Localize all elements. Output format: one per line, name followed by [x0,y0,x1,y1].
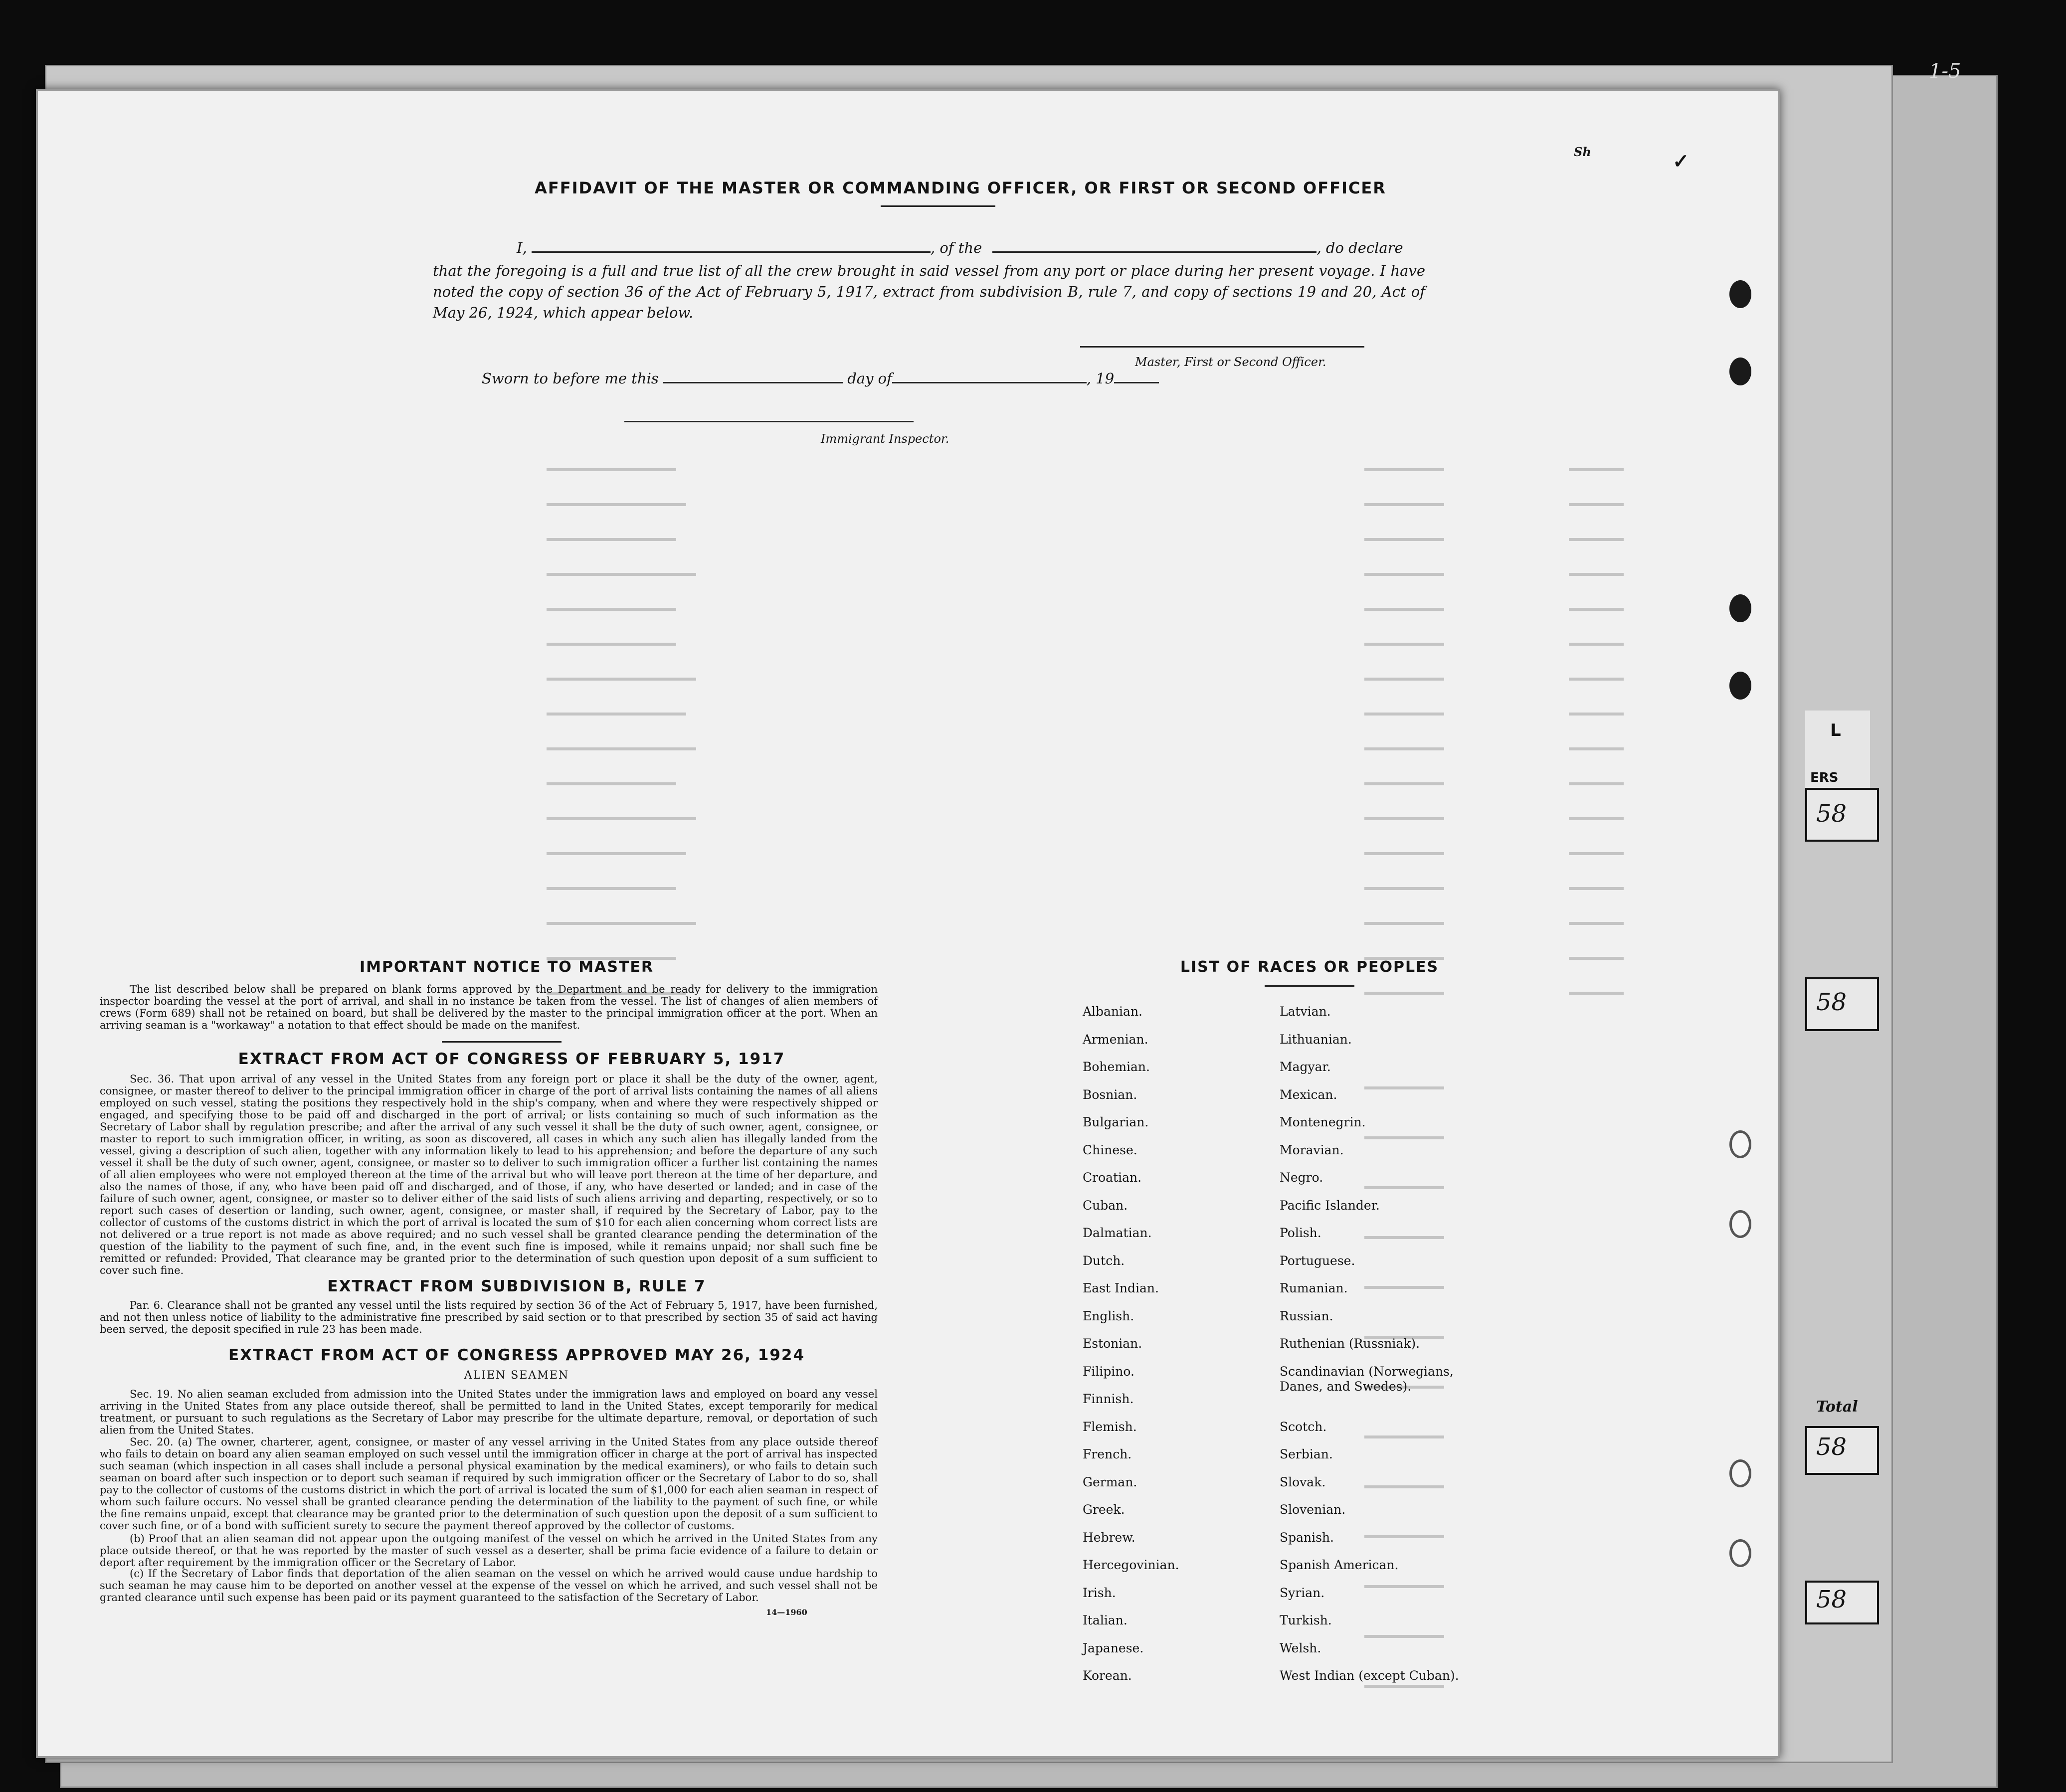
race-item: Armenian. [1083,1032,1148,1047]
race-item: Mexican. [1280,1087,1337,1102]
race-item: Moravian. [1280,1142,1344,1157]
check-mark: ✓ [1673,150,1690,173]
race-item: Dalmatian. [1083,1226,1152,1240]
name-blank[interactable] [532,251,931,253]
race-item: Slovak. [1280,1474,1326,1489]
race-item: Pacific Islander. [1280,1198,1380,1213]
margin-tally-box [1805,788,1879,842]
sec20c-body: (c) If the Secretary of Labor finds that deportation of the alien seaman on the vessel on which he arrived would cause undue hardship to such seaman he may cause him to be deported on another vessel at the expense of the vessel on which he arrived, and such vessel shall not be granted clearance until such expense has been paid or its payment guaranteed to the satisfaction of the Secretary of Labor. [100,1568,878,1604]
race-item: Spanish American. [1280,1558,1399,1572]
race-item: Lithuanian. [1280,1032,1352,1047]
races-title: LIST OF RACES OR PEOPLES [1180,958,1439,976]
race-item: Finnish. [1083,1392,1134,1406]
race-item: Spanish. [1280,1530,1334,1545]
race-item: Turkish. [1280,1613,1332,1627]
race-item: Japanese. [1083,1640,1144,1655]
handwritten-total: 58 [1816,1586,1847,1613]
extract-1917-body: Sec. 36. That upon arrival of any vessel in the United States from any foreign port or place it shall be the duty of the owner, agent, consignee, or master thereof to deliver to the principal immigration officer in charge of the port of arrival lists containing the names of all aliens employed on such vessel, stating the positions they respectively hold in the ship's company, when and where they were respectively shipped or engaged, and specifying those to be paid off and discharged in the port of arrival; or lists containing so much of such information as the Secretary of Labor shall by regulation prescribe; and after the arrival of any such vessel it shall be the duty of such owner, agent, consignee, or master to report to such immigration officer, in writing, as soon as discovered, all cases in which any such alien has illegally landed from the vessel, giving a description of such alien, together with any information likely to lead to his apprehension; and before the departure of any such vessel it shall be the duty of such owner, agent, consignee, or master so to deliver to such immigration officer a further list containing the names of all alien employees who were not employed thereon at the time of the arrival but who will leave port thereon at the time of her departure, and also the names of those, if any, who have been paid off and discharged, and of those, if any, who have deserted or landed; and in case of the failure of such owner, agent, consignee, or master so to deliver either of the said lists of such aliens arriving and departing, respectively, or so to report such cases of desertion or landing, such owner, agent, consignee, or master shall, if required by the Secretary of Labor, pay to the collector of customs of the customs district in which the port of arrival is located the sum of $10 for each alien concerning whom correct lists are not delivered or a true report is not made as above required; and no such vessel shall be granted clearance pending the determination of the question of the liability to the payment of such fine, and, in the event such fine is imposed, while it remains unpaid; nor shall such fine be remitted or refunded: Provided, That clearance may be granted prior to the determination of such question upon deposit of a sum sufficient to cover such fine. [100,1073,878,1276]
race-item: Albanian. [1083,1004,1143,1019]
race-item: Hercegovinian. [1083,1558,1179,1572]
affidavit-declaration-line [437,239,1434,256]
race-item: East Indian. [1083,1281,1159,1295]
race-item: Estonian. [1083,1336,1142,1351]
notice-body: The list described below shall be prepared on blank forms approved by the Department and be ready for delivery to the immigration inspector boarding the vessel at the port of arrival, and shall in no instance be taken from the vessel. The list of changes of alien members of crews (Form 689) shall not be retained on board, but shall be delivered by the master to the principal immigration officer at the port. When an arriving seaman is a "workaway" a notation to that effect should be made on the manifest. [100,983,878,1031]
inspector-label: Immigrant Inspector. [821,432,949,446]
race-item: Russian. [1280,1308,1333,1323]
rule7-body: Par. 6. Clearance shall not be granted any vessel until the lists required by section 36 of the Act of February 5, 1917, have been furnished, and not then unless notice of liability to the administrative fine prescribed by said section or to that prescribed by section 35 of said act having been served, the deposit specified in rule 23 has been made. [100,1299,878,1335]
do-declare-label: , do declare [1316,239,1403,256]
race-item: English. [1083,1308,1134,1323]
handwritten-total: 58 [1816,988,1847,1016]
inspector-signature-line[interactable] [624,421,914,422]
race-item: Greek. [1083,1502,1125,1517]
master-signature-label: Master, First or Second Officer. [1135,355,1326,369]
margin-word: ERS [1810,770,1839,785]
sworn-label: Sworn to before me this [482,370,659,387]
handwritten-total: 58 [1816,1433,1847,1461]
extract-1924-title: EXTRACT FROM ACT OF CONGRESS APPROVED MAY 26, 1924 [228,1346,805,1364]
race-item: Cuban. [1083,1198,1128,1213]
race-item: Welsh. [1280,1640,1321,1655]
race-item: Slovenian. [1280,1502,1346,1517]
race-item: Dutch. [1083,1253,1125,1268]
sworn-line [482,370,1230,387]
of-the-label: , of the [930,239,982,256]
race-item: Filipino. [1083,1364,1134,1379]
race-item: Latvian. [1280,1004,1331,1019]
race-item: Bohemian. [1083,1060,1150,1074]
race-item: Bosnian. [1083,1087,1137,1102]
races-rule [1265,985,1354,987]
affidavit-body: that the foregoing is a full and true list of all the crew brought in said vessel from any port or place during her present voyage. I have noted the copy of section 36 of the Act of February 5, 1917, extract from subdivision B, rule 7, and copy of sections 19 and 20, Act of May 26, 1924, which appear below. [433,262,1425,321]
race-item: Serbian. [1280,1447,1333,1461]
margin-tally-box [1805,977,1879,1031]
race-item: Croatian. [1083,1170,1142,1185]
day-blank[interactable] [663,382,843,383]
race-item: Chinese. [1083,1142,1137,1157]
race-item: Ruthenian (Russniak). [1280,1336,1420,1351]
race-item: West Indian (except Cuban). [1280,1668,1459,1683]
race-item: French. [1083,1447,1132,1461]
race-item: Montenegrin. [1280,1115,1366,1129]
extract-1917-title: EXTRACT FROM ACT OF CONGRESS OF FEBRUARY 5, 1917 [238,1050,785,1068]
race-item: Magyar. [1280,1060,1331,1074]
sec19-body: Sec. 19. No alien seaman excluded from admission into the United States under the immigration laws and employed on board any vessel arriving in the United States from any place outside thereof, shall be permitted to land in the United States, except temporarily for medical treatment, or pursuant to such regulations as the Secretary of Labor may prescribe for the ultimate departure, removal, or deportation of such alien from the United States. [100,1388,878,1436]
year-blank[interactable] [1114,382,1159,383]
race-item: Irish. [1083,1585,1116,1600]
margin-word: L [1830,720,1841,740]
sheet-marker: Sh [1574,145,1591,159]
year-label: , 19 [1086,370,1115,387]
month-blank[interactable] [892,382,1087,383]
margin-tally-box [1805,1398,1879,1475]
race-item: Syrian. [1280,1585,1325,1600]
sec20a-body: Sec. 20. (a) The owner, charterer, agent, consignee, or master of any vessel arriving in the United States from any place outside thereof who fails to detain on board any alien seaman employed on such vessel until the immigration officer in charge at the port of arrival has inspected such seaman (which inspection in all cases shall include a personal physical examination by the medical examiners), or who fails to detain such seaman on board after such inspection or to deport such seaman if required by such immigration officer or the Secretary of Labor to do so, shall pay to the collector of customs of the customs district in which the port of arrival is located the sum of $1,000 for each alien seaman in respect of whom such failure occurs. No vessel shall be granted clearance pending the determination of the liability to the payment of such fine, or while the fine remains unpaid, except that clearance may be granted prior to the determination of such question upon the deposit of a sum sufficient to cover such fine, or of a bond with sufficient surety to secure the payment thereof approved by the collector of customs. [100,1436,878,1532]
corner-page-number: 1-5 [1929,60,1961,83]
race-item: Negro. [1280,1170,1323,1185]
i-label: I, [517,239,527,256]
master-signature-line[interactable] [1080,346,1364,348]
margin-word: Total [1816,1398,1858,1416]
vessel-blank[interactable] [992,251,1316,253]
race-item: Bulgarian. [1083,1115,1149,1129]
race-item: German. [1083,1474,1137,1489]
form-number: 14—1960 [766,1608,807,1617]
affidavit-title: AFFIDAVIT OF THE MASTER OR COMMANDING OFFICER, OR FIRST OR SECOND OFFICER [535,179,1386,197]
section-rule [442,1041,562,1043]
race-item: Polish. [1280,1226,1321,1240]
race-item: Flemish. [1083,1419,1137,1434]
race-item: Italian. [1083,1613,1127,1627]
affidavit-form-page [36,89,1780,1758]
alien-seamen-subtitle: ALIEN SEAMEN [464,1369,569,1382]
race-item: Hebrew. [1083,1530,1135,1545]
handwritten-total: 58 [1816,800,1847,828]
title-rule [881,205,995,207]
day-of-label: day of [847,370,892,387]
race-item: Korean. [1083,1668,1132,1683]
race-item: Scandinavian (Norwegians, Danes, and Swedes). [1280,1364,1454,1394]
margin-tally-box [1805,1581,1879,1624]
race-item: Rumanian. [1280,1281,1348,1295]
notice-title: IMPORTANT NOTICE TO MASTER [360,958,654,976]
race-item: Portuguese. [1280,1253,1355,1268]
sec20b-body: (b) Proof that an alien seaman did not appear upon the outgoing manifest of the vessel on which he arrived in the United States from any place outside thereof, or that he was reported by the master of such vessel as a deserter, shall be prima facie evidence of a failure to detain or deport after requirement by the immigration officer or the Secretary of Labor. [100,1533,878,1569]
race-item: Scotch. [1280,1419,1327,1434]
races-left-column [1083,1004,1272,1696]
races-right-column [1280,1004,1529,1696]
rule7-title: EXTRACT FROM SUBDIVISION B, RULE 7 [327,1277,706,1295]
